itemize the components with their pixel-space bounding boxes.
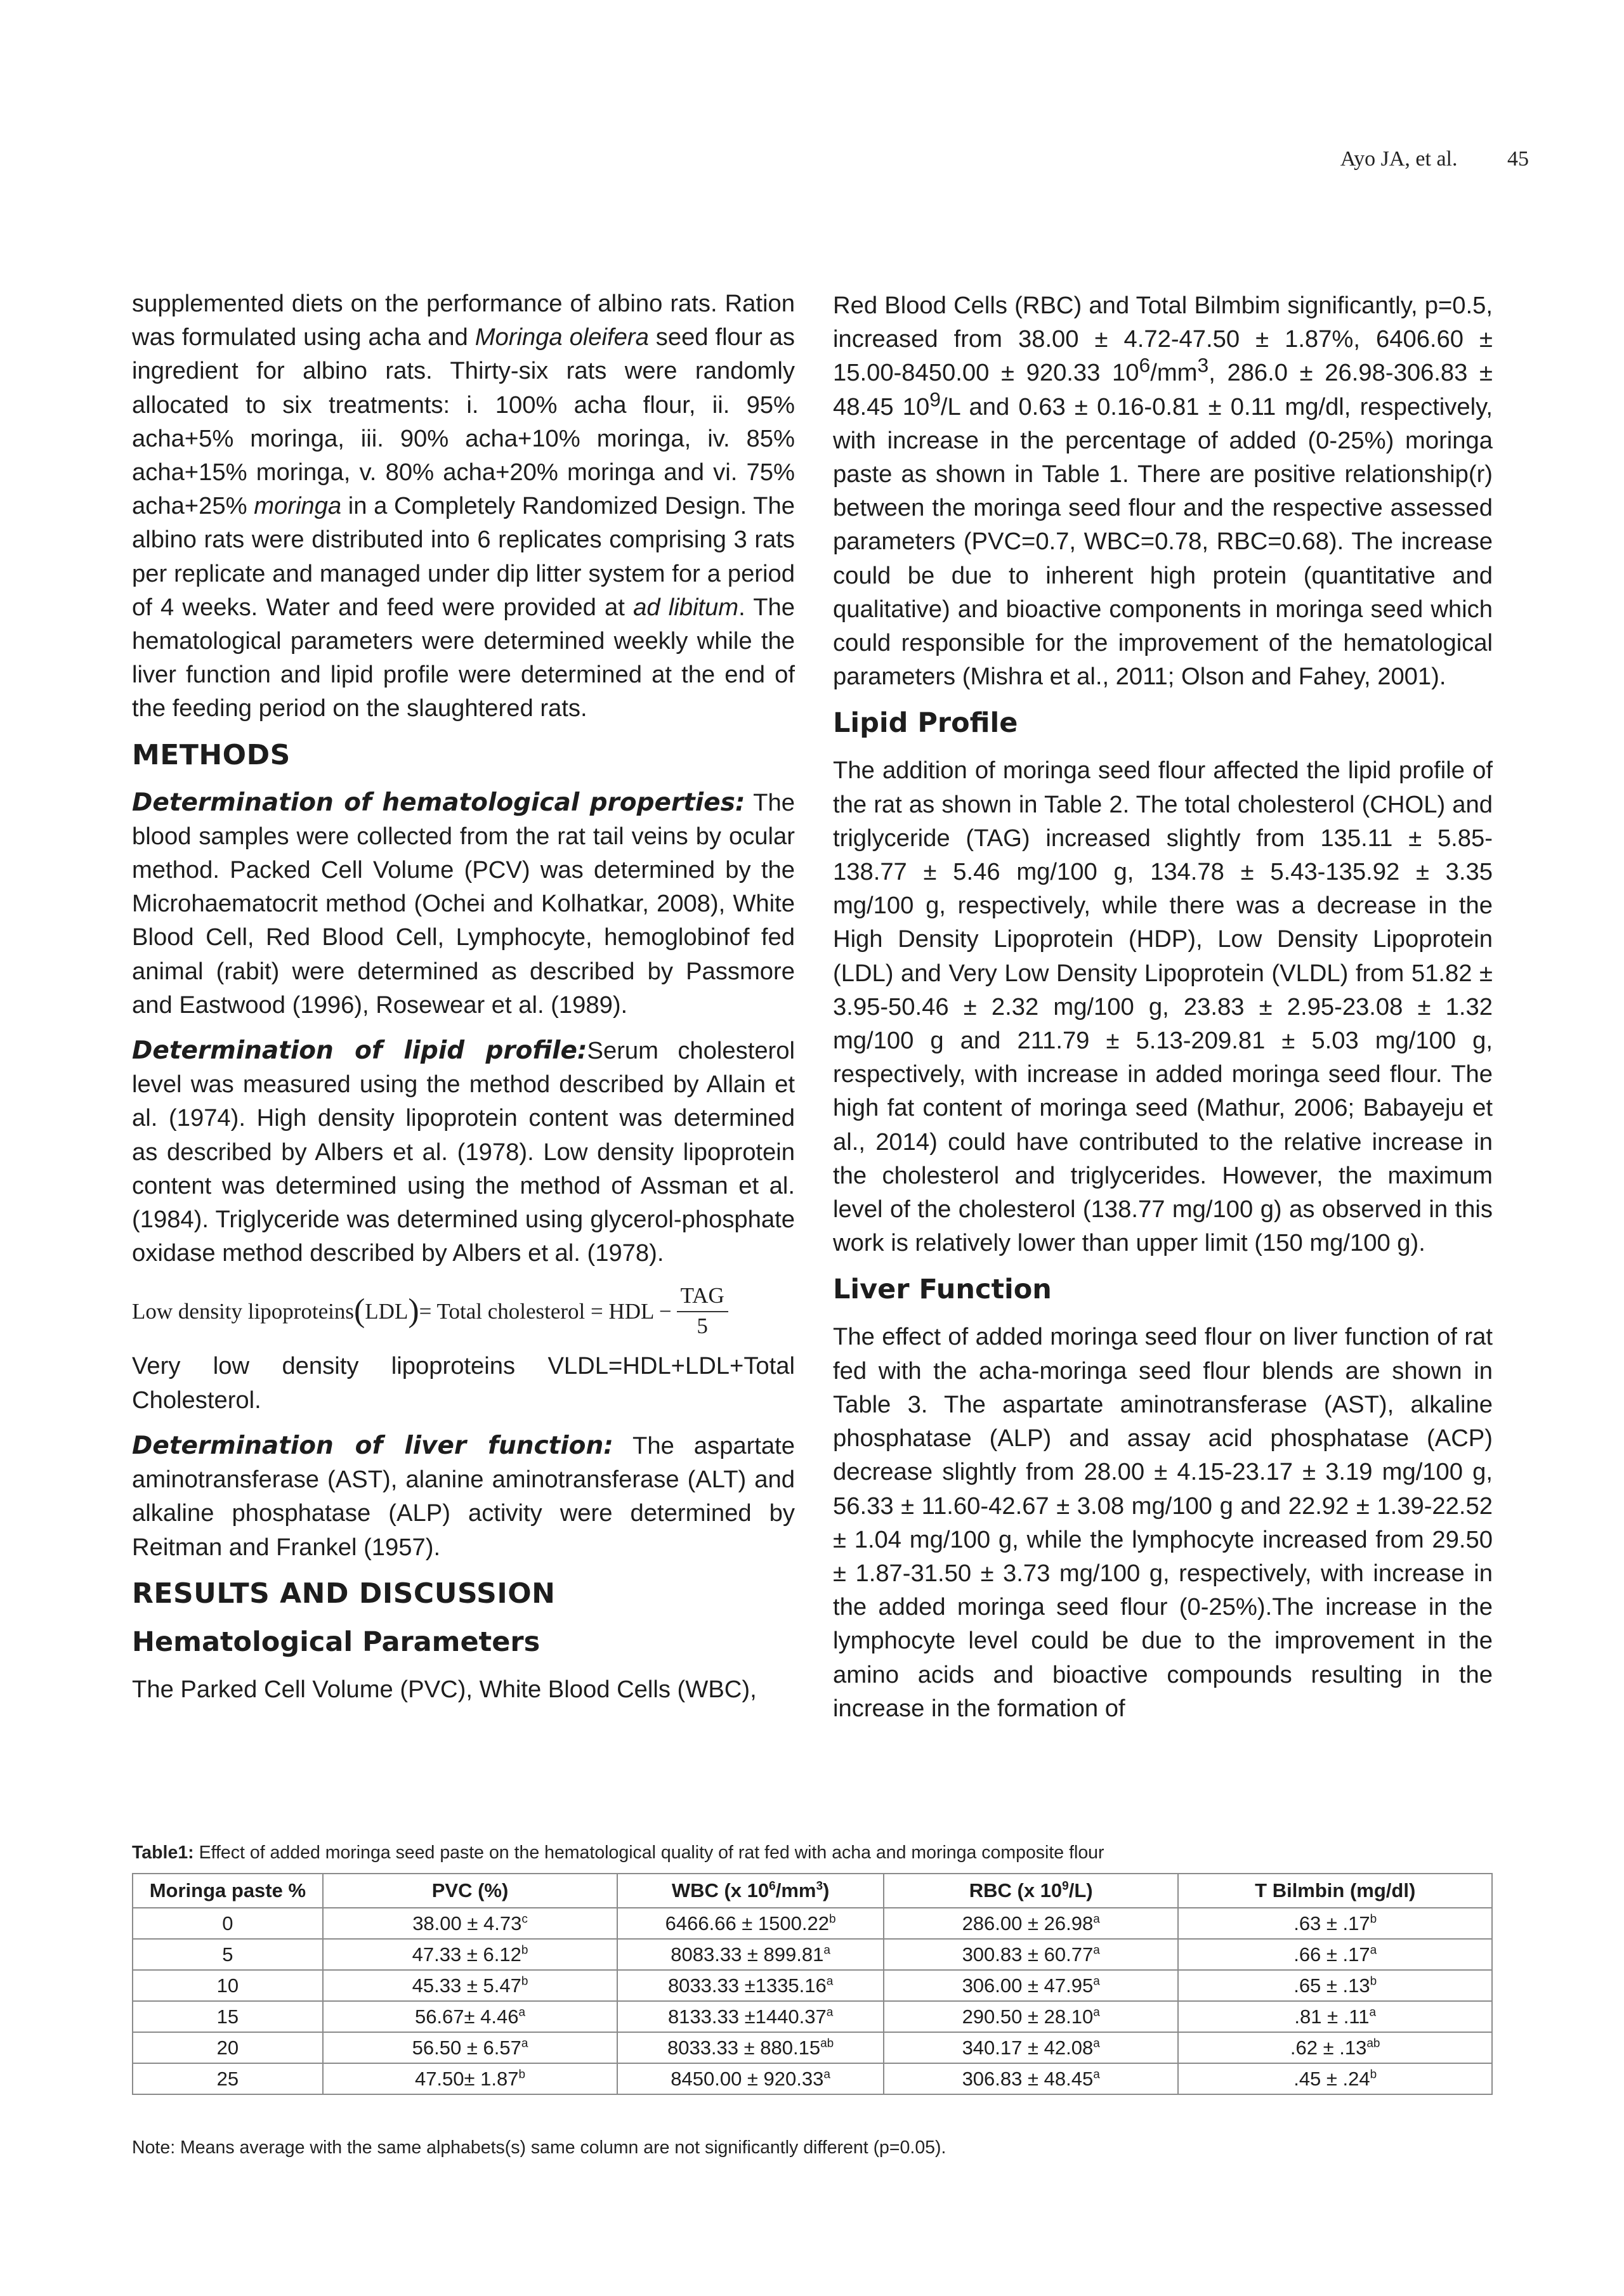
formula-left-text: Low density lipoproteins xyxy=(132,1298,354,1324)
hematological-method-text: The blood samples were collected from the rat tail veins by ocular method. Packed Cell Volume (PCV) was determined by the Microhaematocrit method (Ochei and Kolhatkar, 2008), White Blood Cell, Red Blood Cell, Lymphocyte, hemoglobinof fed animal (rabit) were determined as described by Passmore and Eastwood (1996), Rosewear et al. (1989). xyxy=(132,788,795,1019)
ad-libitum: ad libitum xyxy=(633,593,739,621)
lipid-method-paragraph xyxy=(132,1034,795,1270)
hematological-results-paragraph xyxy=(833,289,1493,693)
cell-wbc: 8083.33 ± 899.81$^a$ xyxy=(617,1939,884,1970)
lipid-profile-paragraph: The addition of moringa seed flour affected the lipid profile of the rat as shown in Table 2. The total cholesterol (CHOL) and triglyceride (TAG) increased slightly from 135.11 ± 5.85-138.77 ± 5.46 mg/100 g, 134.78 ± 5.43-135.92 ± 3.35 mg/100 g, respectively, while there was a decrease in the High Density Lipoprotein (HDP), Low Density Lipoprotein (LDL) and Very Low Density Lipoprotein (VLDL) from 51.82 ± 3.95-50.46 ± 2.32 mg/100 g, 23.83 ± 2.95-23.08 ± 1.32 mg/100 g and 211.79 ± 5.13-209.81 ± 5.03 mg/100 g, respectively, with increase in added moringa seed flour. The high fat content of moringa seed (Mathur, 2006; Babayeju et al., 2014) could have contributed to the relative increase in the cholesterol and triglycerides. However, the maximum level of the cholesterol (138.77 mg/100 g) as observed in this work is relatively lower than upper limit (150 mg/100 g). xyxy=(833,757,1493,1257)
table-row xyxy=(133,1939,1492,1970)
cell-pvc: 56.67± 4.46$^a$ xyxy=(323,2001,618,2032)
cell-t-bilmbin: .62 ± .13$^{ab}$ xyxy=(1178,2032,1492,2063)
col-header-pvc: PVC (%) xyxy=(323,1874,618,1908)
hematological-method-paragraph xyxy=(132,786,795,1022)
results-text-b: /mm xyxy=(1150,359,1198,387)
cell-pvc: 45.33 ± 5.47$^b$ xyxy=(323,1970,618,2001)
species-name: Moringa oleifera xyxy=(475,323,649,351)
header-authors: Ayo JA, et al. xyxy=(1340,147,1458,171)
liver-method-paragraph xyxy=(132,1429,795,1564)
lipid-profile-heading: Lipid Profile xyxy=(833,707,1018,740)
results-heading: RESULTS AND DISCUSSION xyxy=(132,1577,556,1610)
cell-pvc: 47.33 ± 6.12$^b$ xyxy=(323,1939,618,1970)
cell-paste: 20 xyxy=(133,2032,323,2063)
cell-wbc: 8033.33 ± 880.15$^{ab}$ xyxy=(617,2032,884,2063)
table-row xyxy=(133,1970,1492,2001)
hematological-parameters-heading: Hematological Parameters xyxy=(132,1626,540,1658)
intro-text-2: seed flour as ingredient for albino rats. Thirty-six rats were randomly allocated to six treatments: i. 100% acha flour, ii. 95% acha+5% moringa, iii. 90% acha+10% moringa, iv. 85% acha+15% moringa, v. 80% acha+20% moringa and vi. 75% acha+25% xyxy=(132,323,795,520)
results-sup-3: 9 xyxy=(929,387,941,410)
left-column xyxy=(132,287,795,1718)
vldl-paragraph: Very low density lipoproteins VLDL=HDL+LDL+Total Cholesterol. xyxy=(132,1352,795,1414)
results-sup-2: 3 xyxy=(1197,353,1209,377)
results-text-a: Red Blood Cells (RBC) and Total Bilmbim significantly, p=0.5, increased from 38.00 ± 4.72-47.50 ± 1.87%, 6406.60 ± 15.00-8450.00 ± 920.33 10 xyxy=(833,292,1493,387)
col-header-rbc: RBC (x $10^9/L$) xyxy=(884,1874,1179,1908)
cell-t-bilmbin: .66 ± .17$^a$ xyxy=(1178,1939,1492,1970)
results-text-c: , 286.0 ± 26.98-306.83 ± 48.45 10 xyxy=(833,359,1493,421)
table-note: Note: Means average with the same alphabets(s) same column are not significantly different (p=0.05). xyxy=(132,2137,946,2158)
cell-pvc: 47.50± 1.87$^b$ xyxy=(323,2063,618,2094)
intro-text-4: . The hematological parameters were determined weekly while the liver function and lipid profile were determined at the end of the feeding period on the slaughtered rats. xyxy=(132,593,795,722)
table-caption-text: Effect of added moringa seed paste on the hematological quality of rat fed with acha and moringa composite flour xyxy=(193,1843,1104,1863)
formula-middle-text: = Total cholesterol = HDL − xyxy=(419,1298,672,1324)
cell-t-bilmbin: .45 ± .24$^b$ xyxy=(1178,2063,1492,2094)
liver-method-head: Determination of liver function: xyxy=(132,1431,613,1460)
table-caption-label: Table1: xyxy=(132,1843,194,1863)
table-row xyxy=(133,2032,1492,2063)
formula-denominator: 5 xyxy=(697,1314,708,1339)
table-caption xyxy=(132,1843,1104,1863)
cell-paste: 10 xyxy=(133,1970,323,2001)
hematological-parameters-paragraph: The Parked Cell Volume (PVC), White Blood Cells (WBC), xyxy=(132,1675,757,1703)
intro-paragraph xyxy=(132,287,795,726)
intro-text-0: supplemented diets on the performance of albino rats. xyxy=(132,290,725,317)
lipid-method-text: Serum cholesterol level was measured using the method described by Allain et al. (1974). High density lipoprotein content was determined as described by Albers et al. (1978). Low density lipoprotein content was determined using the method of Assman et al. (1984). Triglyceride was determined using glycerol-phosphate oxidase method described by Albers et al. (1978). xyxy=(132,1037,795,1267)
cell-wbc: 8133.33 ±1440.37$^a$ xyxy=(617,2001,884,2032)
cell-rbc: 306.00 ± 47.95$^a$ xyxy=(884,1970,1179,2001)
table-row xyxy=(133,2001,1492,2032)
cell-rbc: 300.83 ± 60.77$^a$ xyxy=(884,1939,1179,1970)
formula-fraction xyxy=(677,1282,728,1340)
cell-paste: 25 xyxy=(133,2063,323,2094)
table-row xyxy=(133,1908,1492,1939)
methods-heading: METHODS xyxy=(132,738,291,771)
cell-t-bilmbin: .63 ± .17$^b$ xyxy=(1178,1908,1492,1939)
cell-paste: 0 xyxy=(133,1908,323,1939)
table-header-row xyxy=(133,1874,1492,1908)
intro-text-3: in a Completely Randomized Design. The albino rats were distributed into 6 replicates comprising 3 rats per replicate and managed under dip litter system for a period of 4 weeks. Water and feed were provided at xyxy=(132,492,795,621)
cell-rbc: 290.50 ± 28.10$^a$ xyxy=(884,2001,1179,2032)
cell-rbc: 286.00 ± 26.98$^a$ xyxy=(884,1908,1179,1939)
ldl-formula: Low density lipoproteins ( LDL ) = Total cholesterol = HDL − $\frac{\text{TAG}}{5}$ xyxy=(132,1282,795,1340)
lipid-method-head: Determination of lipid profile: xyxy=(132,1036,587,1066)
hematological-table xyxy=(132,1873,1493,2095)
cell-t-bilmbin: .65 ± .13$^b$ xyxy=(1178,1970,1492,2001)
table-row xyxy=(133,2063,1492,2094)
formula-numerator: TAG xyxy=(677,1282,728,1312)
intro-text-1: Ration was formulated using acha and xyxy=(132,290,795,351)
cell-paste: 15 xyxy=(133,2001,323,2032)
formula-ldl: LDL xyxy=(365,1298,409,1324)
liver-method-text: The aspartate aminotransferase (AST), alanine aminotransferase (ALT) and alkaline phosphatase (ALP) activity were determined by Reitman and Frankel (1957). xyxy=(132,1432,795,1561)
col-header-wbc: WBC (x $10^6/mm^3$) xyxy=(617,1874,884,1908)
liver-function-heading: Liver Function xyxy=(833,1274,1052,1306)
cell-wbc: 8033.33 ±1335.16$^a$ xyxy=(617,1970,884,2001)
right-column xyxy=(833,289,1493,1737)
col-header-moringa-paste: Moringa paste % xyxy=(133,1874,323,1908)
liver-function-paragraph: The effect of added moringa seed flour on liver function of rat fed with the acha-moringa seed flour blends are shown in Table 3. The aspartate aminotransferase (AST), alkaline phosphatase (ALP) and assay acid phosphatase (ACP) decrease slightly from 28.00 ± 4.15-23.17 ± 3.19 mg/100 g, 56.33 ± 11.60-42.67 ± 3.08 mg/100 g and 22.92 ± 1.39-22.52 ± 1.04 mg/100 g, while the lymphocyte increased from 29.50 ± 1.87-31.50 ± 3.73 mg/100 g, respectively, with increase in the added moringa seed flour (0-25%).The increase in the lymphocyte level could be due to the improvement in the amino acids and bioactive compounds resulting in the increase in the formation of xyxy=(833,1323,1493,1722)
cell-pvc: 56.50 ± 6.57$^a$ xyxy=(323,2032,618,2063)
cell-t-bilmbin: .81 ± .11$^a$ xyxy=(1178,2001,1492,2032)
cell-wbc: 6466.66 ± 1500.22$^b$ xyxy=(617,1908,884,1939)
cell-pvc: 38.00 ± 4.73$^c$ xyxy=(323,1908,618,1939)
cell-paste: 5 xyxy=(133,1939,323,1970)
hematological-method-head: Determination of hematological properties: xyxy=(132,788,745,817)
running-header xyxy=(1340,147,1529,171)
cell-rbc: 340.17 ± 42.08$^a$ xyxy=(884,2032,1179,2063)
page-number: 45 xyxy=(1507,147,1529,171)
results-sup-1: 6 xyxy=(1139,353,1151,377)
col-header-t-bilmbin: T Bilmbin (mg/dl) xyxy=(1178,1874,1492,1908)
moringa-italic: moringa xyxy=(254,492,342,520)
cell-wbc: 8450.00 ± 920.33$^a$ xyxy=(617,2063,884,2094)
results-text-d: /L and 0.63 ± 0.16-0.81 ± 0.11 mg/dl, respectively, with increase in the percentage of added (0-25%) moringa paste as shown in Table 1. There are positive relationship(r) between the moringa seed flour and the respective assessed parameters (PVC=0.7, WBC=0.78, RBC=0.68). The increase could be due to inherent high protein (quantitative and qualitative) and bioactive components in moringa seed which could responsible for the improvement of the hematological parameters (Mishra et al., 2011; Olson and Fahey, 2001). xyxy=(833,393,1493,691)
cell-rbc: 306.83 ± 48.45$^a$ xyxy=(884,2063,1179,2094)
